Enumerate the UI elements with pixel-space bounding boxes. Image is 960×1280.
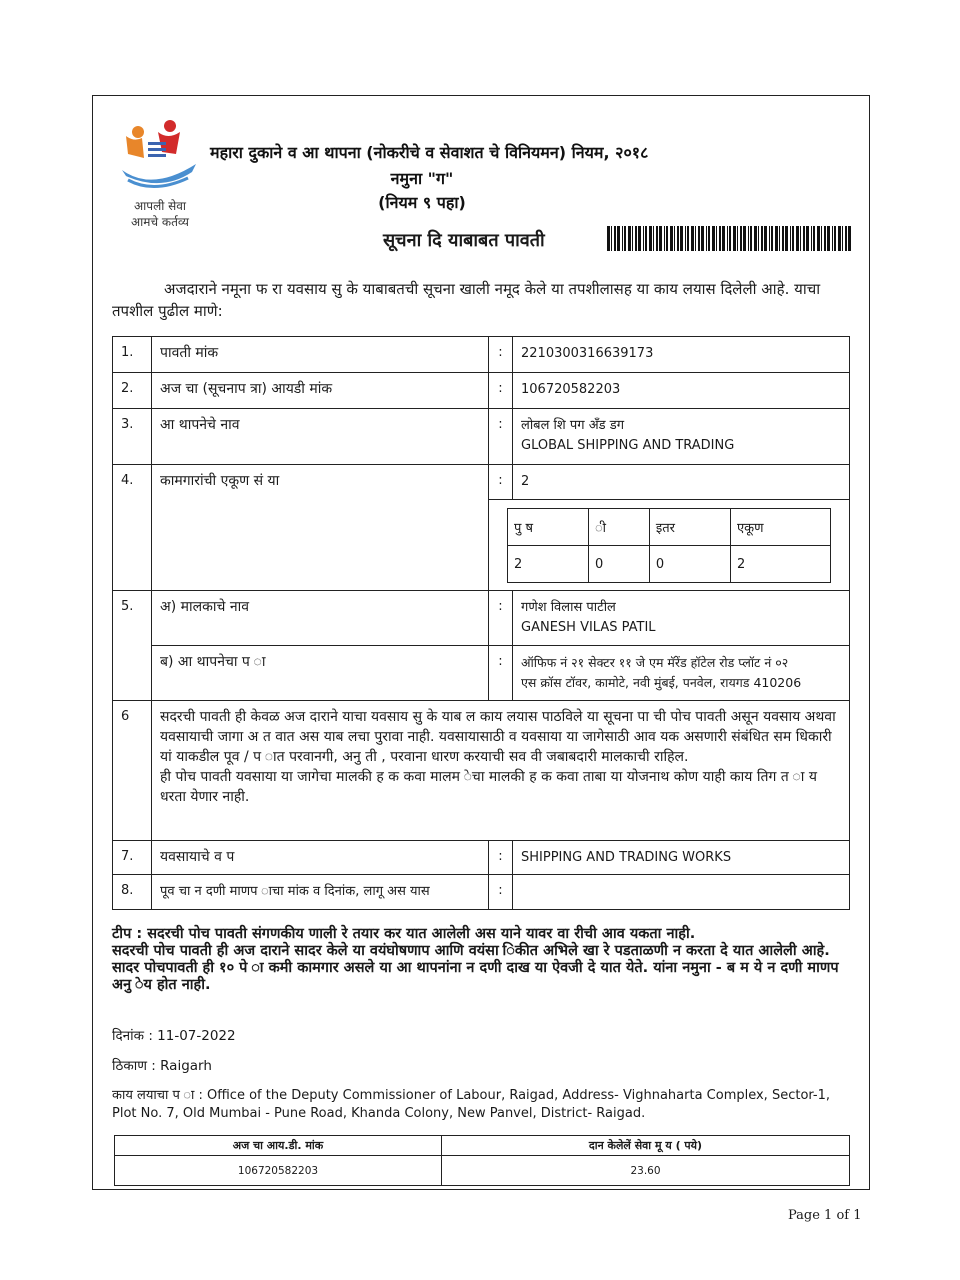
row-number: 3.: [113, 409, 152, 464]
other-header: इतर: [649, 509, 730, 546]
table-row-owner: [113, 591, 849, 701]
footnote-1: टीप : सदरची पोच पावती संगणकीय णाली रे तयार कर यात आलेली अस याने यावर वा रीची आव यकता नाही.: [112, 926, 696, 942]
address-line2: एस क्रॉस टॉवर, कामोटे, नवी मुंबई, पनवेल, रायगड 410206: [521, 675, 802, 690]
fee-col-application-id: अज चा आय.डी. मांक: [115, 1136, 442, 1156]
fee-table-header: [115, 1136, 850, 1156]
application-id: 106720582203: [521, 382, 621, 397]
logo-caption-line2: आमचे कर्तव्य: [131, 215, 189, 229]
owner-name-label: अ) मालकाचे नाव: [152, 591, 489, 645]
row-colon: :: [489, 337, 513, 372]
intro-paragraph: अजदाराने नमूना फ रा यवसाय सु के याबाबतची सूचना खाली नमूद केले या तपशीलासह या काय लयास दिलेली आहे. याचा तपशील पुढील माणे:: [112, 280, 821, 320]
row-colon: :: [489, 591, 513, 645]
page-number: Page 1 of 1: [788, 1208, 862, 1223]
office-address: काय लयाचा प ा : Office of the Deputy Commissioner of Labour, Raigad, Address- Vighnaharta Complex, Sector-1, Plot No. 7, Old Mumbai - Pune Road, Khanda Colony, New Panvel, District- Raigad.: [112, 1088, 831, 1121]
establishment-name: [513, 409, 849, 464]
row-number: 2.: [113, 373, 152, 408]
other-count: 0: [649, 546, 730, 583]
worker-count-block: [489, 465, 849, 590]
row-colon: :: [489, 646, 513, 700]
row-number: 6: [113, 701, 152, 840]
row-colon: :: [489, 409, 513, 464]
row-label: यवसायाचे व प: [152, 841, 489, 874]
row-colon: :: [489, 841, 513, 874]
row-label: पूव चा न दणी माणप ाचा मांक व दिनांक, लागू अस यास: [152, 875, 489, 909]
row-label: अज चा (सूचनाप त्रा) आयडी मांक: [152, 373, 489, 408]
footnote-2: सदरची पोच पावती ही अज दाराने सादर केले या वयंघोषणाप आणि वयंसा िकीत अभिले खा रे पडताळणी न करता दे यात आलेली आहे.: [112, 943, 830, 959]
worker-breakdown-values: [508, 546, 831, 583]
total-count: 2: [730, 546, 830, 583]
establishment-address: [513, 646, 849, 700]
row-number: 5.: [113, 591, 152, 700]
header-title: महारा दुकाने व आ थापना (नोकरीचे व सेवाशत चे विनियमन) नियम, २०१८: [210, 143, 649, 162]
table-row-worker-count: [113, 465, 849, 591]
row-colon: :: [489, 875, 513, 909]
address-line1: ऑफिफ नं २१ सेक्टर ११ जे एम मॅरेंड हॉटेल रोड प्लॉट नं ०२: [521, 655, 789, 670]
logo-caption-line1: आपली सेवा: [133, 199, 187, 213]
footnote: [112, 926, 854, 994]
total-header: एकूण: [730, 509, 830, 546]
note-paragraph-1: सदरची पावती ही केवळ अज दाराने याचा यवसाय सु के याब ल काय लयास पाठविले या सूचना पा ची पोच पावती असून यवसाय अथवा यवसायाची जागा अ त वात अस याब लचा पुरावा नाही. यवसायासाठी व यवसाया या जागेसाठी आव यक असणारी संबंधित सम धिकारी यां याकडील पूव / प ात परवानगी, अनु ती , परवाना धारण करयाची सव वी जबाबदारी मालकाची राहिल.: [160, 709, 836, 765]
fee-application-id: 106720582203: [115, 1156, 442, 1186]
row-number: 1.: [113, 337, 152, 372]
header-form-name: नमुना "ग": [390, 169, 454, 188]
establishment-address-label: ब) आ थापनेचा प ा: [152, 646, 489, 700]
row-number: 4.: [113, 465, 152, 590]
male-count: 2: [508, 546, 589, 583]
row-colon: :: [489, 373, 513, 408]
owner-name-marathi: गणेश विलास पाटील: [521, 600, 616, 615]
note-paragraph-2: ही पोच पावती यवसाया या जागेचा मालकी ह क कवा मालम ेचा मालकी ह क कवा ताबा या योजनाथ कोण याही काय तिग त ा य धरता येणार नाही.: [160, 769, 817, 805]
issue-place: ठिकाण : Raigarh: [112, 1058, 212, 1074]
footnote-3: सादर पोचपावती ही १० पे ा कमी कामगार असले या आ थापनांना न दणी दाख या ऐवजी दे यात येते. यांना नमुना - ब म ये न दणी माणप अनु ेय होत नाही.: [112, 960, 839, 993]
note-text: [152, 701, 849, 840]
row-number: 7.: [113, 841, 152, 874]
row-label: आ थापनेचे नाव: [152, 409, 489, 464]
male-header: पु ष: [508, 509, 589, 546]
table-row-note: [113, 701, 849, 841]
owner-name-english: GANESH VILAS PATIL: [521, 620, 656, 635]
issue-date: दिनांक : 11-07-2022: [112, 1028, 236, 1044]
owner-name: [513, 591, 849, 645]
details-table: [112, 336, 850, 910]
header-rule-ref: (नियम ९ पहा): [378, 193, 466, 212]
establishment-name-marathi: लोबल शि पग अँड डग: [521, 418, 625, 433]
table-row-application-id: [113, 373, 849, 409]
fee-amount: 23.60: [442, 1156, 850, 1186]
table-row-receipt-number: [113, 337, 849, 373]
female-count: 0: [588, 546, 649, 583]
fee-table-row: [115, 1156, 850, 1186]
row-colon: :: [489, 465, 513, 499]
receipt-number: 2210300316639173: [521, 346, 654, 361]
table-row-establishment-name: [113, 409, 849, 465]
row-number: 8.: [113, 875, 152, 909]
row-label: पावती मांक: [152, 337, 489, 372]
total-workers: 2: [521, 474, 530, 489]
fee-col-service-charge: दान केलेलें सेवा मू य ( पये): [442, 1136, 850, 1156]
logo-caption: [112, 198, 208, 230]
previous-registration: [513, 875, 849, 909]
business-type: SHIPPING AND TRADING WORKS: [521, 850, 732, 865]
barcode: [607, 226, 851, 251]
worker-breakdown-table: [507, 508, 831, 583]
table-row-previous-registration: [113, 875, 849, 909]
fee-table: [114, 1135, 850, 1186]
worker-breakdown-header: [508, 509, 831, 546]
receipt-title: सूचना दि याबाबत पावती: [383, 230, 545, 251]
row-label: कामगारांची एकूण सं या: [152, 465, 489, 590]
table-row-business-type: [113, 841, 849, 875]
female-header: ी: [588, 509, 649, 546]
establishment-name-english: GLOBAL SHIPPING AND TRADING: [521, 438, 735, 453]
